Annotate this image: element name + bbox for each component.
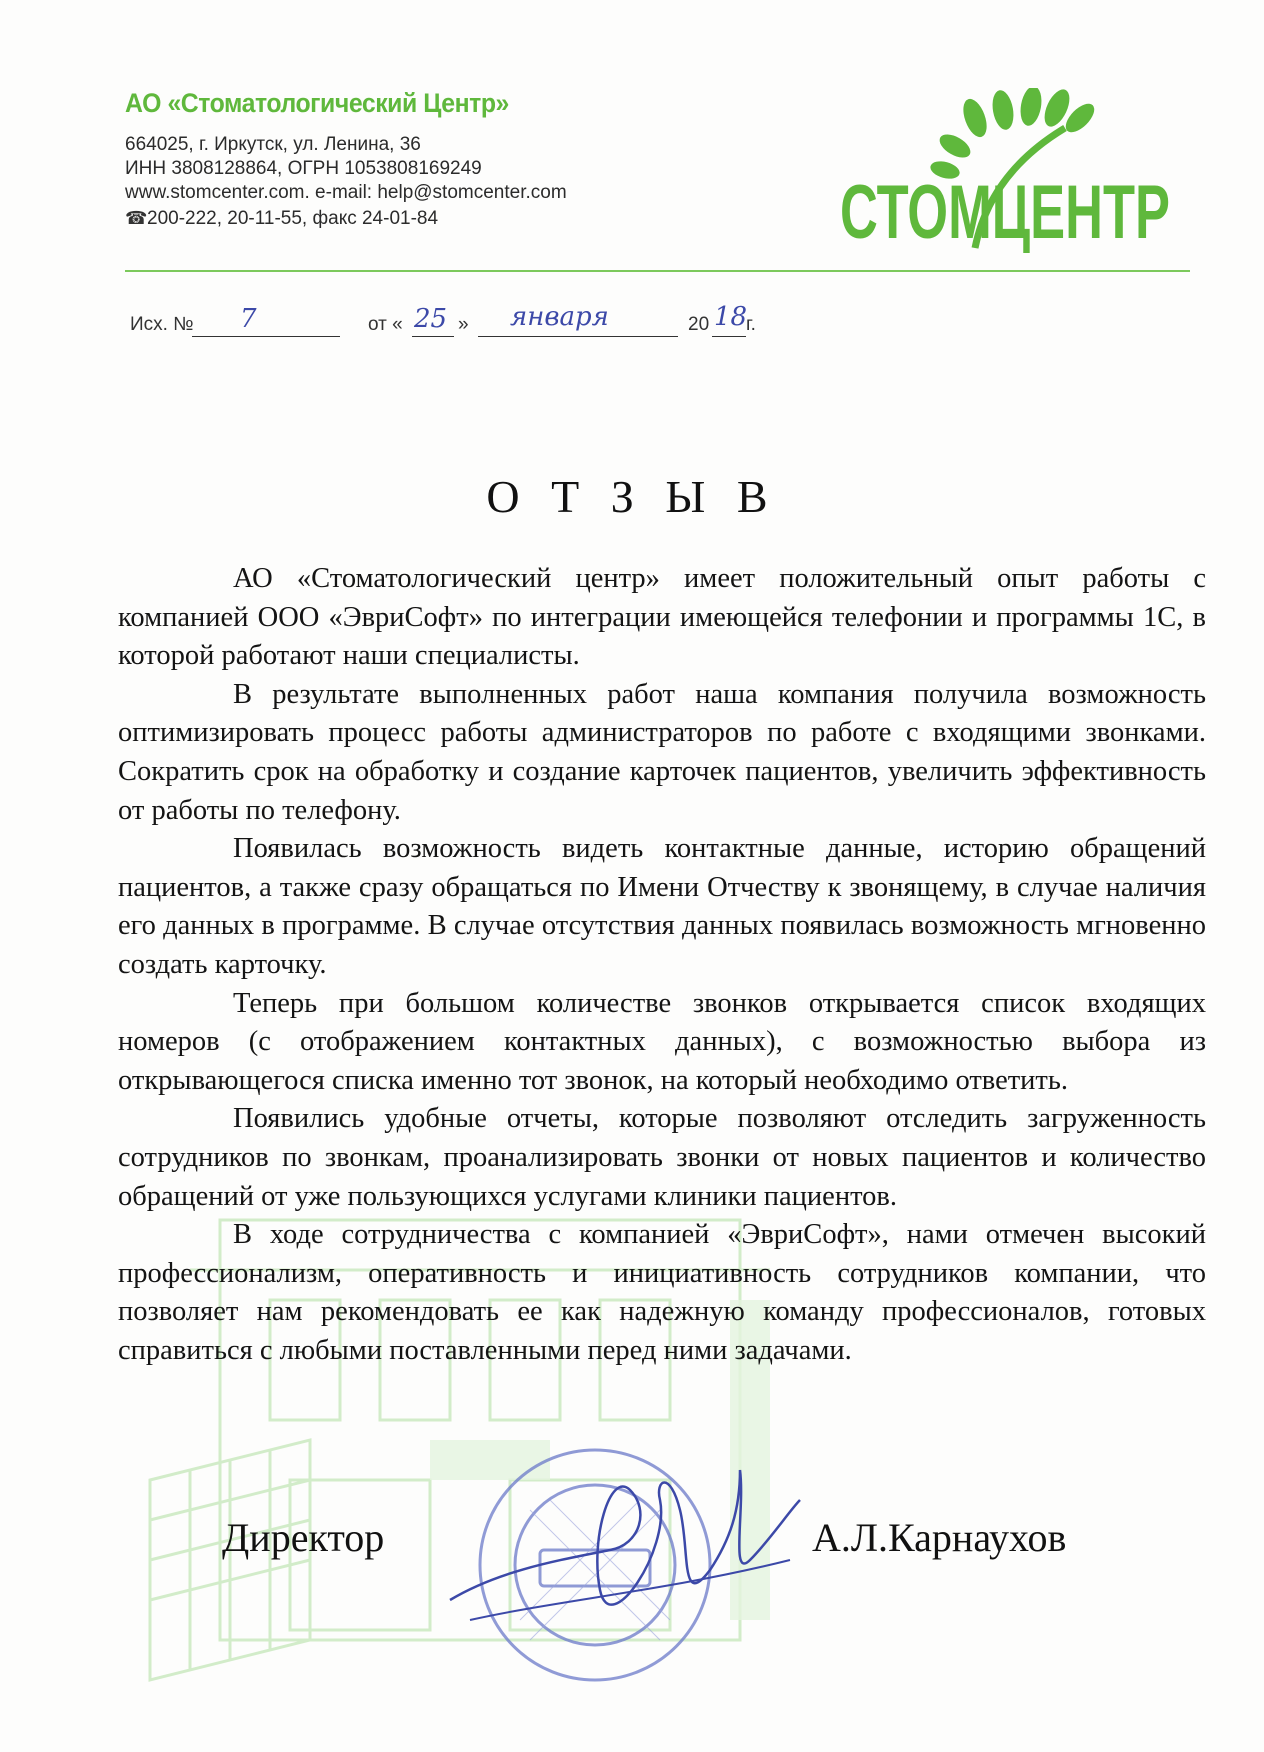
- document-title: О Т З Ы В: [486, 471, 778, 522]
- ref-number-underline: [192, 336, 340, 337]
- ref-year-prefix: 20: [688, 314, 710, 335]
- signatory-name: А.Л.Карнаухов: [812, 1515, 1067, 1560]
- paragraph: Появились удобные отчеты, которые позволяют отследить загруженность сотрудников по звонкам, проанализировать звонки от новых пациентов и количество обращений от уже пользующихся услугами клиники пациентов.: [118, 1103, 1206, 1212]
- company-web: www.stomcenter.com. e-mail: help@stomcenter.com: [125, 182, 567, 203]
- ref-number-value: 7: [240, 304, 257, 334]
- ref-year-suffix: г.: [746, 314, 756, 335]
- phone-icon: ☎: [125, 208, 148, 228]
- paragraph: В результате выполненных работ наша компания получила возможность оптимизировать процесс работы администраторов по работе с входящими звонками. Сократить срок на обработку и создание карточек пациентов, увеличить эффективность от работы по телефону.: [118, 678, 1206, 826]
- stomcenter-logo: [825, 88, 1185, 258]
- ref-day-underline: [412, 336, 454, 337]
- paragraph: Теперь при большом количестве звонков открывается список входящих номеров (с отображением контактных данных), с возможностью выбора из открывающегося списка именно тот звонок, на который необходимо ответить.: [118, 987, 1206, 1096]
- paragraph: АО «Стоматологический центр» имеет положительный опыт работы с компанией ООО «ЭвриСофт» по интеграции имеющейся телефонии и программы 1С, в которой работают наши специалисты.: [118, 563, 1206, 672]
- ref-month-underline: [478, 336, 678, 337]
- signatory-position: Директор: [222, 1515, 385, 1560]
- outgoing-reference: [130, 302, 830, 344]
- ref-number-label: Исх. №: [130, 314, 194, 335]
- handwritten-signature: [440, 1450, 810, 1660]
- company-phone-line: [125, 208, 438, 230]
- header-divider: [125, 270, 1190, 272]
- ref-day-value: 25: [414, 304, 448, 334]
- letter-body: [118, 560, 1206, 1370]
- paragraph: В ходе сотрудничества с компанией «ЭвриСофт», нами отмечен высокий профессионализм, оперативность и инициативность сотрудников компании, что позволяет нам рекомендовать ее как надежную команду профессионалов, готовых справиться с любыми поставленными перед ними задачами.: [118, 1219, 1206, 1366]
- company-ids: ИНН 3808128864, ОГРН 1053808169249: [125, 158, 482, 179]
- company-name: АО «Стоматологический Центр»: [125, 88, 509, 118]
- paragraph: Появилась возможность видеть контактные данные, историю обращений пациентов, а также сразу обращаться по Имени Отчеству к звонящему, в случае наличия его данных в программе. В случае отсутствия данных появилась возможность мгновенно создать карточку.: [118, 833, 1206, 980]
- ref-month-value: января: [510, 302, 609, 332]
- logo-wordmark: СТОМЦЕНТР: [840, 170, 1170, 255]
- letterhead: [125, 88, 1185, 278]
- ref-close-quote: »: [458, 314, 469, 335]
- company-phone: 200-222, 20-11-55, факс 24-01-84: [147, 208, 439, 229]
- ref-year-value: 18: [714, 302, 748, 332]
- company-address: 664025, г. Иркутск, ул. Ленина, 36: [125, 134, 421, 155]
- ref-date-label: от «: [368, 314, 403, 335]
- ref-year-underline: [712, 336, 746, 337]
